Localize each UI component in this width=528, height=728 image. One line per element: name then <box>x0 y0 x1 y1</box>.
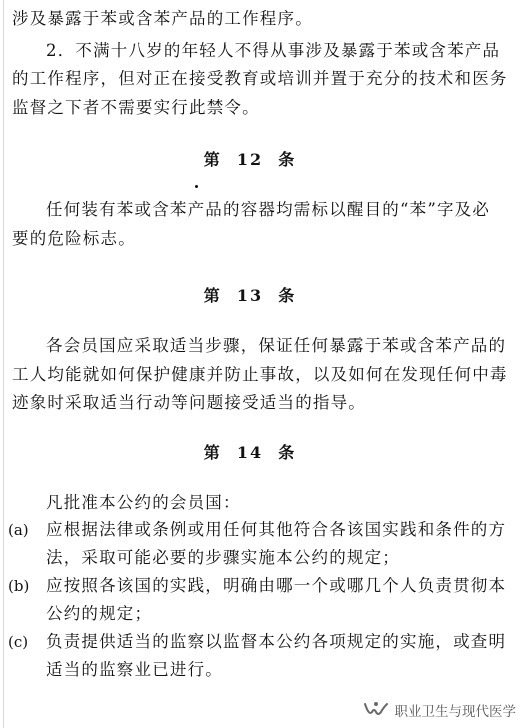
item-a-marker: (a) <box>8 521 29 539</box>
text-line: 适当的监察业已进行。 <box>46 660 223 679</box>
text-line: 凡批准本公约的会员国： <box>46 493 241 512</box>
text-line: 2．不满十八岁的年轻人不得从事涉及暴露于苯或含苯产品 <box>46 41 501 60</box>
scan-speck <box>195 185 198 188</box>
text-line: 迹象时采取适当行动等问题接受适当的指导。 <box>12 393 366 412</box>
text-line: 的工作程序，但对正在接受教育或培训并置于充分的技术和医务 <box>12 69 508 88</box>
text-line: 应根据法律或条例或用任何其他符合各该国实践和条件的方 <box>46 520 507 539</box>
item-b-marker: (b) <box>8 577 30 595</box>
account-watermark <box>363 700 517 720</box>
text-line: 公约的规定； <box>46 604 153 623</box>
item-c-marker: (c) <box>8 633 29 651</box>
article-13-heading: 第 13 条 <box>203 286 297 305</box>
scan-edge <box>3 0 4 728</box>
text-line: 任何装有苯或含苯产品的容器均需标以醒目的“苯”字及必 <box>46 200 491 219</box>
text-line: 工人均能就如何保护健康并防止事故，以及如何在发现任何中毒 <box>12 365 508 384</box>
text-line: 应按照各该国的实践，明确由哪一个或哪几个人负责贯彻本 <box>46 576 507 595</box>
wechat-channel-icon <box>363 700 389 720</box>
article-14-heading: 第 14 条 <box>203 443 297 462</box>
watermark-text: 职业卫生与现代医学 <box>394 704 516 720</box>
text-line: 各会员国应采取适当步骤，保证任何暴露于苯或含苯产品的 <box>46 336 507 355</box>
article-12-heading: 第 12 条 <box>203 150 297 169</box>
text-line: 涉及暴露于苯或含苯产品的工作程序。 <box>12 9 313 28</box>
text-line: 要的危险标志。 <box>12 229 136 248</box>
text-line: 法，采取可能必要的步骤实施本公约的规定； <box>46 548 400 567</box>
text-line: 监督之下者不需要实行此禁令。 <box>12 98 260 117</box>
text-line: 负责提供适当的监察以监督本公约各项规定的实施，或查明 <box>46 632 507 651</box>
